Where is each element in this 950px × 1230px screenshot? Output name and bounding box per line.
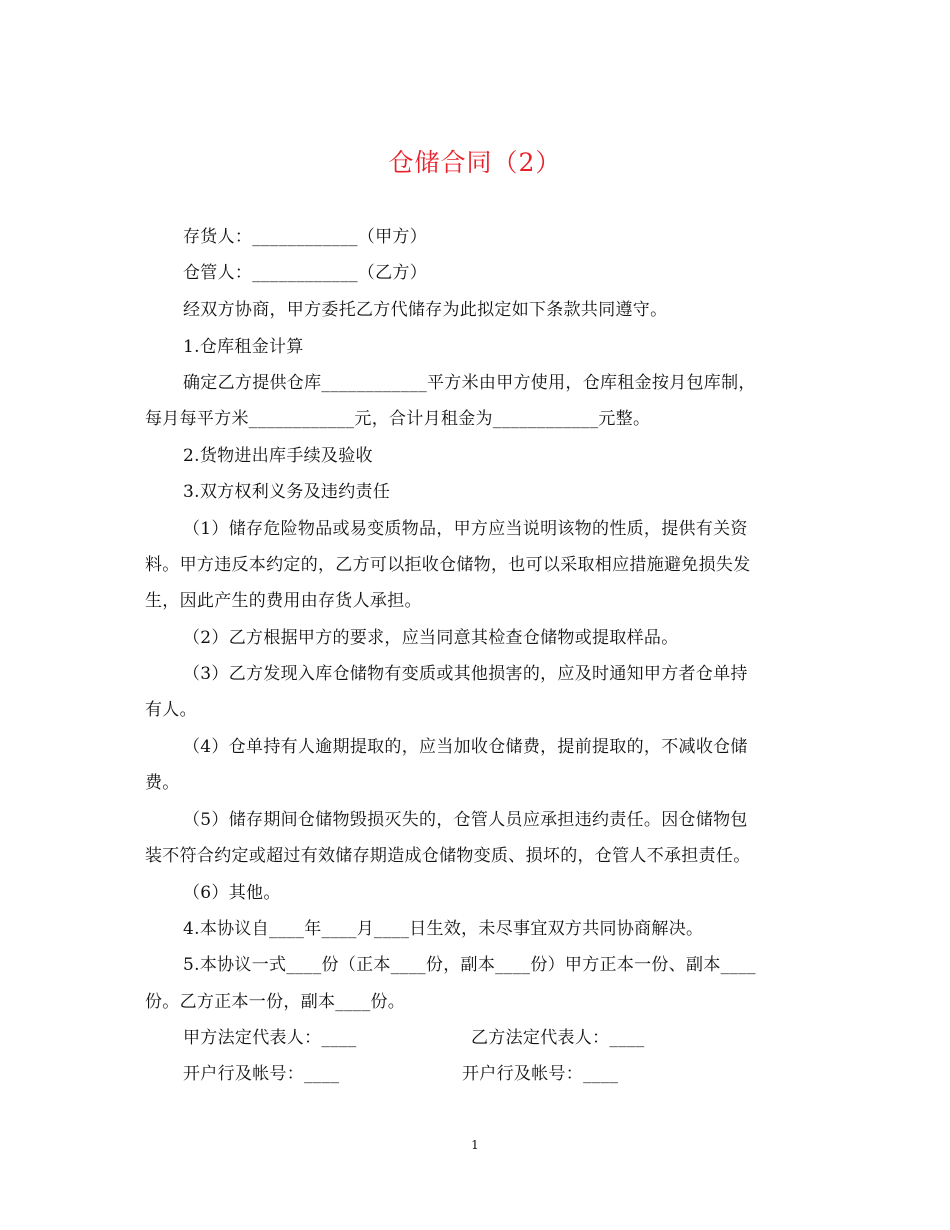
party-b-representative: 乙方法定代表人：____ bbox=[471, 1028, 645, 1048]
party-b-bank-account: 开户行及帐号：____ bbox=[462, 1064, 619, 1084]
section-4-line: 4.本协议自____年____月____日生效，未尽事宜双方共同协商解决。 bbox=[183, 919, 704, 939]
section-1-text-line: 确定乙方提供仓库____________平方米由甲方使用，仓库租金按月包库制， bbox=[183, 373, 756, 393]
clause-6-line: （6）其他。 bbox=[183, 883, 281, 903]
document-title: 仓储合同（2） bbox=[388, 148, 562, 177]
clause-2-line: （2）乙方根据甲方的要求，应当同意其检查仓储物或提取样品。 bbox=[183, 628, 679, 648]
clause-5-line: 装不符合约定或超过有效储存期造成仓储物变质、损坏的，仓管人不承担责任。 bbox=[145, 846, 751, 866]
preamble: 经双方协商，甲方委托乙方代储存为此拟定如下条款共同遵守。 bbox=[183, 300, 668, 320]
clause-5-line: （5）储存期间仓储物毁损灭失的，仓管人员应承担违约责任。因仓储物包 bbox=[183, 810, 748, 830]
section-2-heading: 2.货物进出库手续及验收 bbox=[183, 446, 373, 466]
section-1-heading: 1.仓库租金计算 bbox=[183, 337, 304, 357]
clause-3-line: 有人。 bbox=[145, 700, 197, 720]
section-5-line: 5.本协议一式____份（正本____份，副本____份）甲方正本一份、副本____ bbox=[183, 955, 756, 975]
clause-3-line: （3）乙方发现入库仓储物有变质或其他损害的，应及时通知甲方者仓单持 bbox=[183, 664, 748, 684]
section-5-line: 份。乙方正本一份，副本____份。 bbox=[145, 992, 406, 1012]
depositor-line: 存货人：____________（甲方） bbox=[183, 227, 427, 247]
clause-4-line: 费。 bbox=[145, 773, 180, 793]
clause-1-line: （1）储存危险物品或易变质物品，甲方应当说明该物的性质，提供有关资 bbox=[183, 519, 748, 539]
party-a-representative: 甲方法定代表人：____ bbox=[183, 1028, 357, 1048]
warehouse-keeper-line: 仓管人：____________（乙方） bbox=[183, 263, 427, 283]
clause-4-line: （4）仓单持有人逾期提取的，应当加收仓储费，提前提取的，不减收仓储 bbox=[183, 737, 748, 757]
page-number: 1 bbox=[471, 1138, 479, 1152]
clause-1-line: 生，因此产生的费用由存货人承担。 bbox=[145, 591, 422, 611]
clause-1-line: 料。甲方违反本约定的，乙方可以拒收仓储物，也可以采取相应措施避免损失发 bbox=[145, 555, 751, 575]
section-1-text-line: 每月每平方米____________元，合计月租金为____________元整。 bbox=[145, 409, 651, 429]
section-3-heading: 3.双方权利义务及违约责任 bbox=[183, 482, 391, 502]
party-a-bank-account: 开户行及帐号：____ bbox=[183, 1064, 340, 1084]
